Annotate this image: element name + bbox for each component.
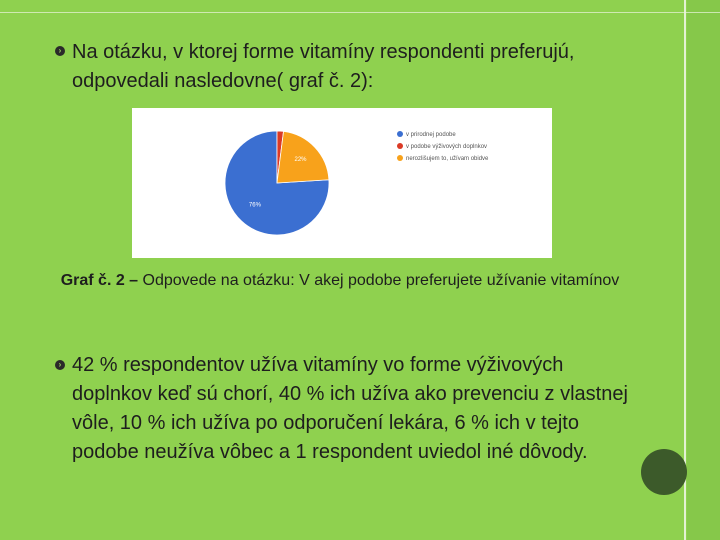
- frame-line-vertical: [684, 0, 686, 540]
- pie-slices: [225, 131, 329, 235]
- legend-marker: [397, 131, 403, 137]
- legend-label: nerozlišujem to, užívam obidve: [406, 156, 489, 162]
- slice-data-label: 22%: [294, 156, 307, 163]
- bullet-text-question: Na otázku, v ktorej forme vitamíny respondenti preferujú, odpovedali nasledovne( graf č. 2):: [72, 41, 575, 92]
- legend-marker: [397, 155, 403, 161]
- decorative-circle: [641, 449, 687, 495]
- bullet-text-results: 42 % respondentov užíva vitamíny vo forme výživových doplnkov keď sú chorí, 40 % ich užíva ako prevenciu z vlastnej vôle, 10 % ich užíva po odporučení lekára, 6 % ich v tejto podobe neužíva vôbec a 1 respondent uviedol iné dôvody.: [72, 354, 628, 463]
- bullet-icon: ›: [55, 360, 65, 370]
- chart-caption: [60, 268, 620, 293]
- bullet-icon: ›: [55, 46, 65, 56]
- legend-label: v prirodnej podobe: [406, 132, 456, 138]
- caption-text: Odpovede na otázku: V akej podobe preferujete užívanie vitamínov: [138, 272, 620, 289]
- frame-line-horizontal: [0, 12, 720, 13]
- legend-label: v podobe výživových doplnkov: [406, 144, 488, 150]
- legend-marker: [397, 143, 403, 149]
- caption-bold: Graf č. 2 –: [60, 272, 139, 289]
- slice-data-label: 76%: [248, 202, 261, 209]
- pie-chart: [132, 108, 552, 258]
- pie-legend: [397, 131, 489, 162]
- pie-chart-svg: [132, 108, 552, 258]
- frame-right-band: [687, 0, 720, 540]
